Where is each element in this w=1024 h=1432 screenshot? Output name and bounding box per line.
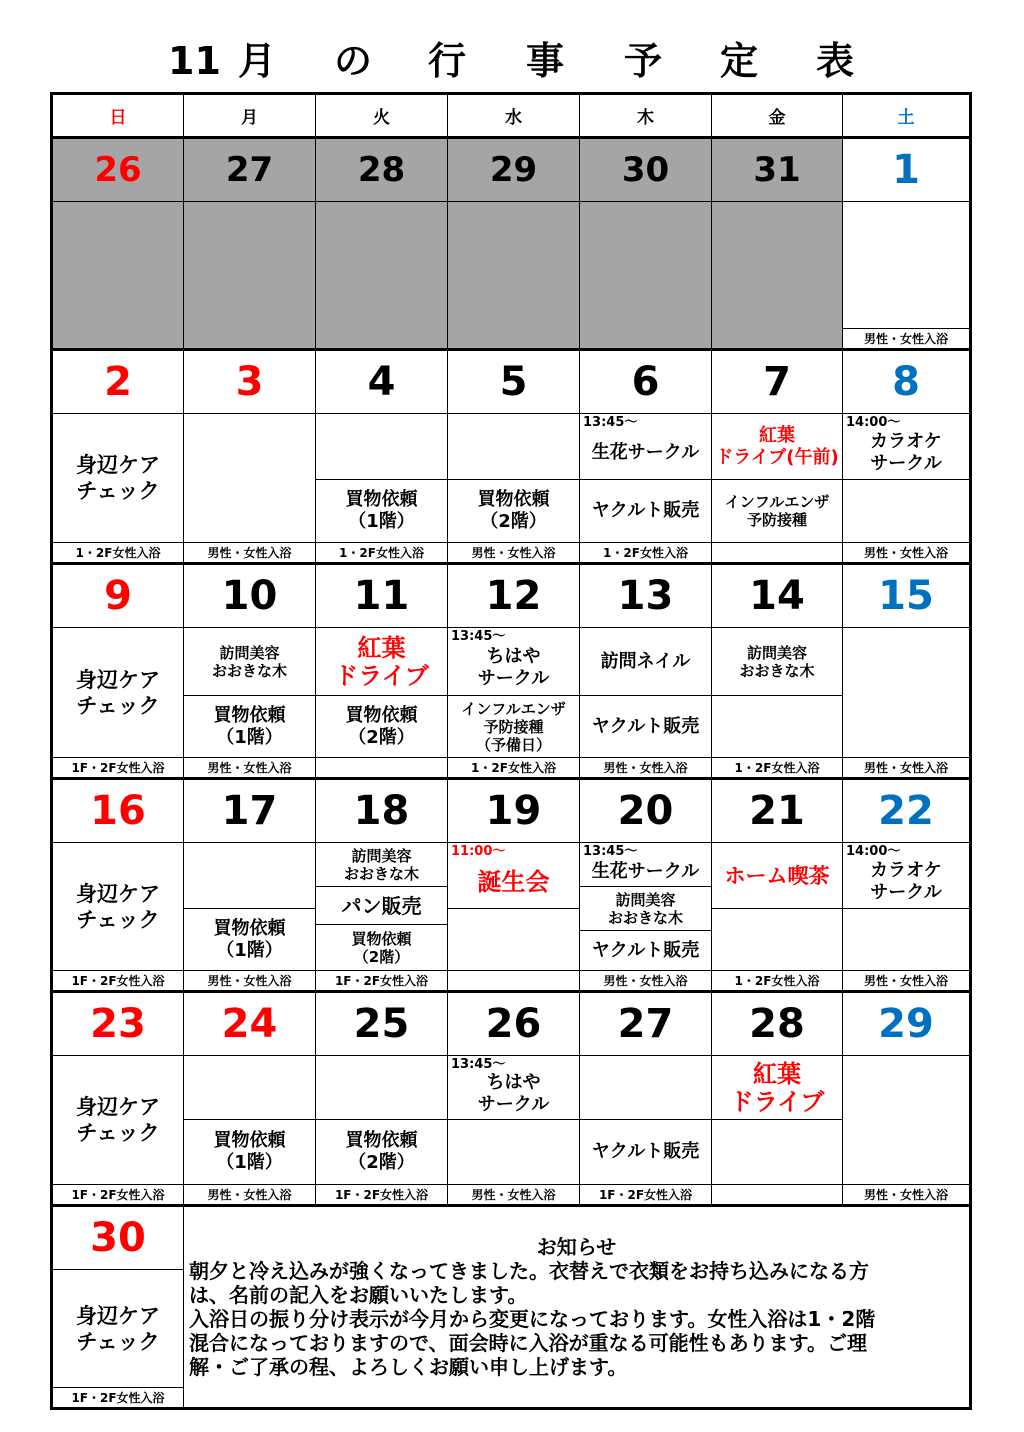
notice-line: 入浴日の振り分け表示が今月から変更になっております。女性入浴は1・2階 (189, 1307, 876, 1331)
date-cell: 30 (580, 139, 712, 202)
empty-cell (184, 1056, 316, 1120)
empty-cell (712, 202, 843, 351)
event-cell: ヤクルト販売 (580, 696, 712, 758)
bath-label: 男性・女性入浴 (843, 329, 969, 351)
bath-label: 男性・女性入浴 (843, 758, 969, 780)
date-cell: 3 (184, 351, 316, 414)
empty-cell (843, 909, 969, 971)
date-cell: 26 (53, 139, 184, 202)
event-text: 誕生会 (477, 867, 550, 896)
event-cell (843, 414, 969, 480)
date-cell: 4 (316, 351, 448, 414)
event-cell: 買物依頼 （2階） (316, 696, 448, 758)
event-cell: 買物依頼 （2階） (448, 480, 580, 543)
empty-cell (843, 480, 969, 543)
bath-label: 1F・2F女性入浴 (580, 1185, 712, 1207)
empty-cell (580, 1056, 712, 1120)
event-cell: ヤクルト販売 (580, 1120, 712, 1185)
event-cell: 身辺ケア チェック (53, 628, 184, 758)
date-cell: 27 (184, 139, 316, 202)
event-time: 14:00～ (846, 415, 901, 430)
event-cell (580, 843, 712, 887)
bath-label: 1F・2F女性入浴 (53, 758, 184, 780)
event-text: ちはや サークル (477, 645, 550, 689)
bath-label: 男性・女性入浴 (448, 1185, 580, 1207)
event-text: 生花サークル (591, 441, 700, 463)
title-char: 表 (816, 39, 855, 83)
event-time: 13:45～ (583, 415, 638, 430)
event-text: カラオケ サークル (870, 859, 942, 903)
bath-label: 男性・女性入浴 (843, 1185, 969, 1207)
event-cell: 紅葉 ドライブ (316, 628, 448, 696)
date-cell: 30 (53, 1207, 184, 1270)
bath-label: 1・2F女性入浴 (712, 971, 843, 993)
event-time: 13:45～ (583, 844, 638, 859)
date-cell: 5 (448, 351, 580, 414)
date-cell: 12 (448, 565, 580, 628)
empty-cell (712, 696, 843, 758)
bath-label: 男性・女性入浴 (843, 543, 969, 565)
date-cell: 9 (53, 565, 184, 628)
event-cell: 買物依頼 （1階） (184, 909, 316, 971)
title-char: の (334, 39, 373, 83)
title-char: 予 (624, 39, 663, 83)
event-cell (843, 843, 969, 909)
event-cell: 訪問ネイル (580, 628, 712, 696)
event-cell: パン販売 (316, 887, 448, 925)
event-time: 13:45～ (451, 1057, 506, 1072)
title-char: 事 (526, 39, 565, 83)
event-cell (448, 1056, 580, 1120)
weekday-monday: 月 (184, 95, 316, 139)
date-cell: 28 (712, 993, 843, 1056)
date-cell: 25 (316, 993, 448, 1056)
bath-label: 男性・女性入浴 (843, 971, 969, 993)
empty-cell (316, 1056, 448, 1120)
notice-line: 解・ご了承の程、よろしくお願い申し上げます。 (189, 1355, 628, 1379)
event-time: 13:45～ (451, 629, 506, 644)
date-cell: 28 (316, 139, 448, 202)
date-cell: 17 (184, 780, 316, 843)
date-cell: 22 (843, 780, 969, 843)
bath-label (712, 543, 843, 565)
bath-label: 1F・2F女性入浴 (316, 971, 448, 993)
date-cell: 18 (316, 780, 448, 843)
date-cell: 26 (448, 993, 580, 1056)
weekday-tuesday: 火 (316, 95, 448, 139)
bath-label: 男性・女性入浴 (184, 971, 316, 993)
date-cell: 27 (580, 993, 712, 1056)
empty-cell (184, 202, 316, 351)
date-cell: 16 (53, 780, 184, 843)
weekday-thursday: 木 (580, 95, 712, 139)
notice-line: 朝夕と冷え込みが強くなってきました。衣替えで衣類をお持ち込みになる方 (189, 1259, 869, 1283)
date-cell: 7 (712, 351, 843, 414)
event-cell: 訪問美容 おおきな木 (580, 887, 712, 931)
bath-label: 1・2F女性入浴 (580, 543, 712, 565)
date-cell: 20 (580, 780, 712, 843)
bath-label: 男性・女性入浴 (184, 543, 316, 565)
empty-cell (184, 414, 316, 543)
empty-cell (843, 628, 969, 758)
date-cell: 24 (184, 993, 316, 1056)
empty-cell (448, 1120, 580, 1185)
event-cell: 買物依頼 （1階） (184, 696, 316, 758)
weekday-friday: 金 (712, 95, 843, 139)
empty-cell (712, 909, 843, 971)
weekday-sunday: 日 (53, 95, 184, 139)
notice-box (184, 1207, 969, 1407)
bath-label: 1・2F女性入浴 (316, 543, 448, 565)
date-cell: 14 (712, 565, 843, 628)
event-time: 11:00～ (451, 844, 506, 859)
empty-cell (184, 843, 316, 909)
event-cell: インフルエンザ 予防接種 (712, 480, 843, 543)
bath-label: 1・2F女性入浴 (448, 758, 580, 780)
event-cell: 買物依頼 （2階） (316, 1120, 448, 1185)
date-cell: 21 (712, 780, 843, 843)
empty-cell (712, 1120, 843, 1185)
date-cell: 11 (316, 565, 448, 628)
date-cell: 10 (184, 565, 316, 628)
date-cell: 13 (580, 565, 712, 628)
event-text: 生花サークル (591, 860, 700, 882)
bath-label (316, 758, 448, 780)
event-cell: 身辺ケア チェック (53, 1056, 184, 1185)
bath-label: 男性・女性入浴 (184, 758, 316, 780)
date-cell: 23 (53, 993, 184, 1056)
title-char: 行 (428, 39, 467, 83)
date-cell: 1 (843, 139, 969, 202)
page-title (0, 0, 1024, 92)
empty-cell (316, 414, 448, 480)
title-char: 月 (238, 39, 277, 83)
event-cell: 買物依頼 （2階） (316, 925, 448, 971)
notice-title: お知らせ (536, 1235, 617, 1259)
notice-line: は、名前の記入をお願いいたします。 (189, 1283, 528, 1307)
event-cell: 身辺ケア チェック (53, 414, 184, 543)
date-cell: 6 (580, 351, 712, 414)
date-cell: 19 (448, 780, 580, 843)
event-cell (448, 843, 580, 909)
empty-cell (843, 1056, 969, 1185)
event-cell: 訪問美容 おおきな木 (184, 628, 316, 696)
bath-label: 1・2F女性入浴 (53, 543, 184, 565)
event-text: カラオケ サークル (870, 430, 942, 474)
event-cell: 買物依頼 （1階） (316, 480, 448, 543)
date-cell: 2 (53, 351, 184, 414)
title-char: 定 (720, 39, 759, 83)
bath-label: 男性・女性入浴 (580, 971, 712, 993)
event-cell: 身辺ケア チェック (53, 843, 184, 971)
bath-label: 1・2F女性入浴 (712, 758, 843, 780)
event-cell: 身辺ケア チェック (53, 1270, 184, 1388)
date-cell: 31 (712, 139, 843, 202)
bath-label: 男性・女性入浴 (580, 758, 712, 780)
event-cell: ヤクルト販売 (580, 931, 712, 971)
bath-label (448, 971, 580, 993)
date-cell: 29 (843, 993, 969, 1056)
bath-label: 男性・女性入浴 (448, 543, 580, 565)
bath-label: 男性・女性入浴 (184, 1185, 316, 1207)
event-text: ちはや サークル (477, 1071, 550, 1115)
empty-cell (448, 414, 580, 480)
notice-line: 混合になっておりますので、面会時に入浴が重なる可能性もあります。ご理 (189, 1331, 867, 1355)
date-cell: 15 (843, 565, 969, 628)
event-cell: ホーム喫茶 (712, 843, 843, 909)
event-cell (580, 414, 712, 480)
empty-cell (580, 202, 712, 351)
bath-label: 1F・2F女性入浴 (316, 1185, 448, 1207)
bath-label: 1F・2F女性入浴 (53, 971, 184, 993)
event-cell: 買物依頼 （1階） (184, 1120, 316, 1185)
bath-label: 1F・2F女性入浴 (53, 1185, 184, 1207)
event-cell: 訪問美容 おおきな木 (316, 843, 448, 887)
event-cell: 紅葉 ドライブ (712, 1056, 843, 1120)
event-cell: 紅葉 ドライブ(午前) (712, 414, 843, 480)
event-cell: 訪問美容 おおきな木 (712, 628, 843, 696)
calendar-grid (50, 92, 972, 1410)
event-time: 14:00～ (846, 844, 901, 859)
empty-cell (448, 909, 580, 971)
empty-cell (53, 202, 184, 351)
empty-cell (843, 202, 969, 329)
event-cell: ヤクルト販売 (580, 480, 712, 543)
bath-label (712, 1185, 843, 1207)
title-char: 11 (168, 39, 221, 83)
empty-cell (448, 202, 580, 351)
empty-cell (316, 202, 448, 351)
event-cell (448, 628, 580, 696)
date-cell: 29 (448, 139, 580, 202)
weekday-wednesday: 水 (448, 95, 580, 139)
bath-label: 1F・2F女性入浴 (53, 1388, 184, 1407)
date-cell: 8 (843, 351, 969, 414)
event-cell: インフルエンザ 予防接種 （予備日） (448, 696, 580, 758)
weekday-saturday: 土 (843, 95, 969, 139)
